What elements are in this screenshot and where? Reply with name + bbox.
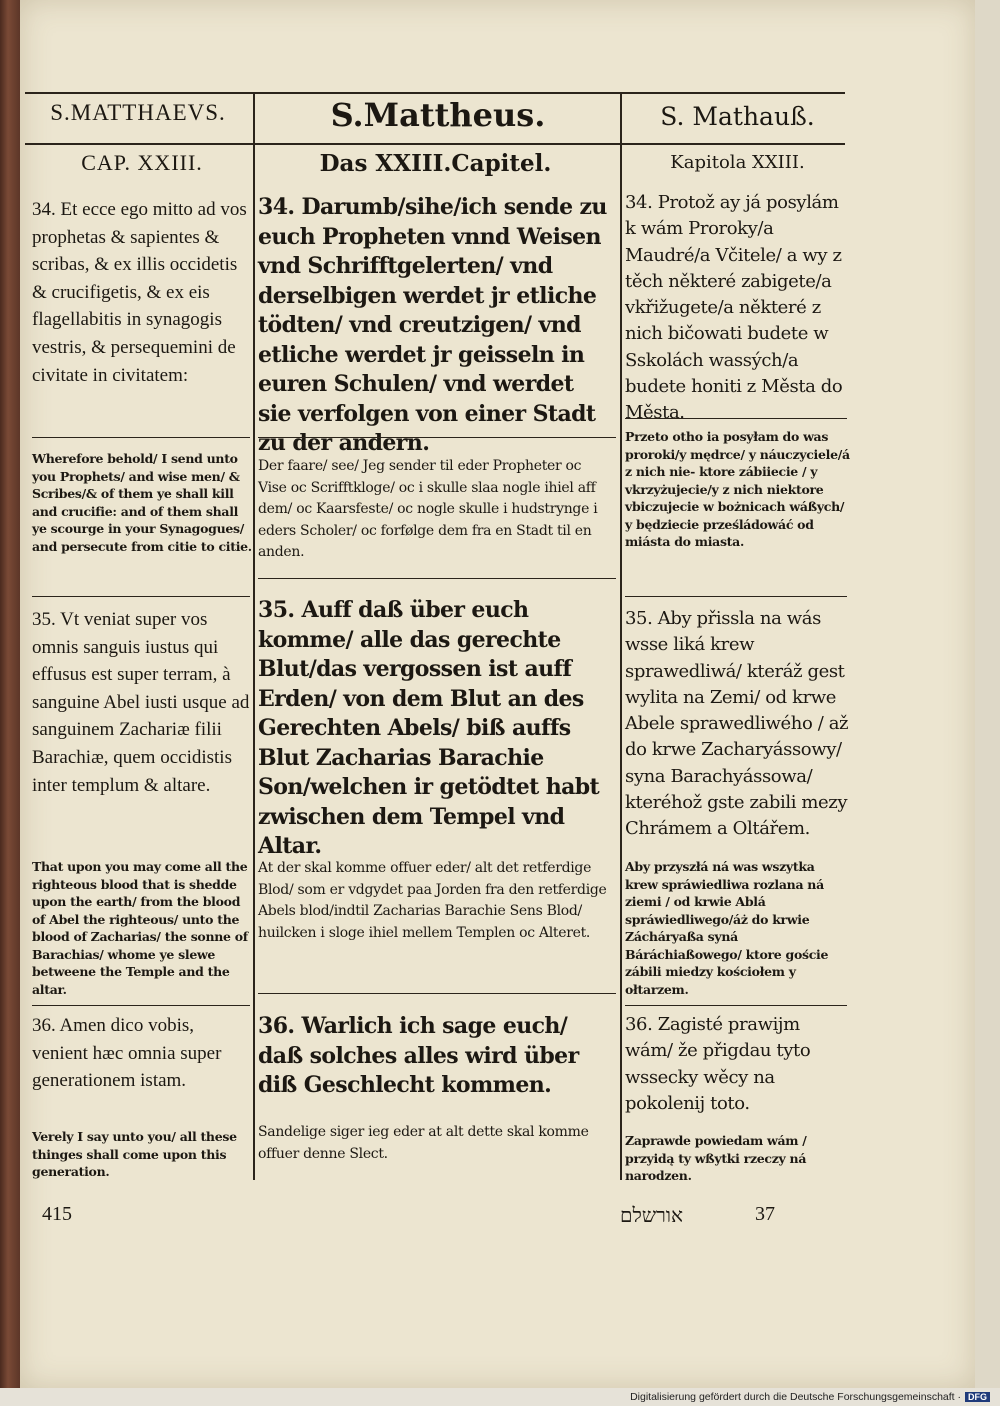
english-verse-35: That upon you may come all the righteous blood that is shedde upon the earth/ from the blood of Abel the righteous/ unto the blood of Zacharias/ the sonne of Barachias/ whome ye slewe betweene the Temple and the altar. (32, 859, 248, 997)
czech-verse-35: 35. Aby přissla na wás wsse liká krew sprawedliwá/ kteráž gest wylita na Zemi/ od krwe Abele sprawedliwého / až do krwe Zacharyássowy/ syna Barachyássowa/ kteréhož gste zabili mezy Chrámem a Oltářem. (625, 608, 849, 840)
column-rule-left (253, 93, 255, 1180)
column-rule-right (620, 93, 622, 1180)
page-number-left: 415 (42, 1203, 72, 1225)
hebrew-catchword: אורשלם (620, 1203, 683, 1227)
book-binding-edge (0, 0, 20, 1388)
czech-verse-36: 36. Zagisté prawijm wám/ že přigdau tyto wssecky wěcy na pokolenij toto. (625, 1014, 811, 1114)
dfg-logo: DFG (965, 1392, 990, 1402)
verse-divider-34-35-left (32, 596, 250, 597)
polish-verse-34: Przeto otho ia posyłam do was proroki/y mędrce/ y náuczyciele/á z nich nie- ktore zábiiecie / y vkrzyżujecie/y z nich niektore vbiczujecie w bożnicach wáßych/ y będziecie prześládowáć od miásta do miasta. (625, 429, 850, 549)
polish-verse-35: Aby przyszłá ná was wszytka krew spráwiedliwa rozlana ná ziemi / od krwie Ablá spráwiedliwego/áż do krwie Zácháryaßa syná Báráchiaßowego/ ktore goście zábili miedzy kościołem y ołtarzem. (625, 859, 829, 997)
german-verse-35: 35. Auff daß über euch komme/ alle das gerechte Blut/das vergossen ist auff Erden/ von dem Blut an des Gerechten Abels/ biß auffs Blut Zacharias Barachie Son/welchen ir getödtet habt zwischen dem Tempel vnd Altar. (258, 597, 600, 859)
verse-divider-35-36-left (32, 1005, 250, 1006)
czech-chapter-heading: Kapitola XXIII. (670, 152, 805, 173)
german-running-title: S.Mattheus. (330, 96, 546, 134)
page-number-right: 37 (755, 1203, 775, 1225)
german-verse-34: 34. Darumb/sihe/ich sende zu euch Propheten vnnd Weisen vnd Schrifftgelerten/ vnd derselbigen werdet jr etliche tödten/ vnd creutzigen/ vnd etliche werdet jr geisseln in euren Schulen/ vnd werdet sie verfolgen von einer Stadt zu der andern. (258, 194, 607, 456)
german-chapter-heading: Das XXIII.Capitel. (319, 150, 552, 177)
danish-verse-36: Sandelige siger ieg eder at alt dette skal komme offuer denne Slect. (258, 1124, 589, 1162)
verse-divider-34-35-center (258, 578, 616, 579)
latin-verse-35: 35. Vt veniat super vos omnis sanguis iustus qui effusus est super terram, à sanguine Abel iusti usque ad sanguinem Zachariæ filii Barachiæ, quem occidistis inter templum & altare. (32, 609, 250, 796)
latin-verse-36: 36. Amen dico vobis, venient hæc omnia super generationem istam. (32, 1015, 222, 1092)
english-verse-36: Verely I say unto you/ all these thinges shall come upon this generation. (32, 1129, 237, 1179)
czech-running-title: S. Mathauß. (660, 102, 815, 131)
latin-english-divider (32, 437, 250, 438)
latin-chapter-heading: CAP. XXIII. (81, 150, 203, 175)
latin-running-title: S.MATTHAEVS. (50, 100, 226, 125)
german-danish-divider (258, 437, 616, 438)
header-top-rule (25, 92, 845, 94)
english-verse-34: Wherefore behold/ I send unto you Prophets/ and wise men/ & Scribes/& of them ye shall kill and crucifie: and of them shall ye scourge in your Synagogues/ and persecute from citie to citie. (32, 451, 252, 554)
czech-polish-divider (625, 418, 847, 419)
danish-verse-35: At der skal komme offuer eder/ alt det retferdige Blod/ som er vdgydet paa Jorden fra den retferdige Abels blod/indtil Zacharias Barachie Sens Blod/ huilcken i sloge ihiel mellem Templen oc Alteret. (258, 860, 607, 941)
czech-verse-34: 34. Protož ay já posylám k wám Proroky/a Maudré/a Včitele/ a wy z těch některé zabigete/a vkřižugete/a některé z nich bičowati budete w Sskolách wassých/a budete honiti z Města do Města. (625, 192, 843, 424)
danish-verse-34: Der faare/ see/ Jeg sender til eder Propheter oc Vise oc Scrifftkloge/ oc i skulle slaa nogle ihiel aff dem/ oc Kaarsfeste/ oc nogle skulle i hudstrynge i eders Scholer/ oc forfølge dem fra en Stadt til en anden. (258, 458, 598, 560)
credit-text: Digitalisierung gefördert durch die Deutsche Forschungsgemeinschaft · (630, 1391, 961, 1403)
digitization-credit (630, 1391, 990, 1403)
latin-verse-34: 34. Et ecce ego mitto ad vos prophetas & sapientes & scribas, & ex illis occidetis & crucifigetis, & ex eis flagellabitis in synagogis vestris, & persequemini de civitate in civitatem: (32, 199, 247, 386)
verse-divider-34-35-right (625, 596, 847, 597)
verse-divider-35-36-right (625, 1005, 847, 1006)
header-bottom-rule (25, 143, 845, 145)
verse-divider-35-36-center (258, 993, 616, 994)
polish-verse-36: Zaprawde powiedam wám / przyidą ty wßytki rzeczy ná narodzen. (625, 1133, 807, 1183)
german-verse-36: 36. Warlich ich sage euch/ daß solches alles wird über diß Geschlecht kommen. (258, 1013, 579, 1098)
book-page (20, 0, 975, 1388)
